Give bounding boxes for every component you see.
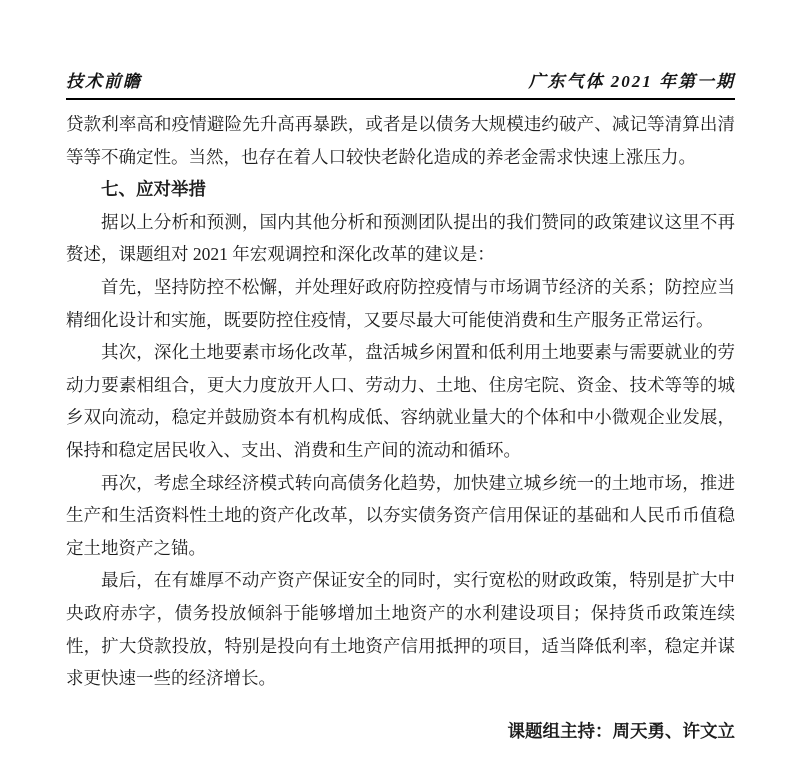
- paragraph-first: 首先，坚持防控不松懈，并处理好政府防控疫情与市场调节经济的关系；防控应当精细化设计和实施，既要防控住疫情，又要尽最大可能使消费和生产服务正常运行。: [66, 276, 735, 330]
- header-rule: [66, 98, 735, 100]
- running-header: [66, 68, 735, 92]
- paragraph-second: 其次，深化土地要素市场化改革，盘活城乡闲置和低利用土地要素与需要就业的劳动力要素相组合，更大力度放开人口、劳动力、土地、住房宅院、资金、技术等等的城乡双向流动，稳定并鼓励资本有机构成低、容纳就业量大的个体和中小微观企业发展，保持和稳定居民收入、支出、消费和生产间的流动和循环。: [66, 342, 735, 460]
- paragraph-last: 最后，在有雄厚不动产资产保证安全的同时，实行宽松的财政政策，特别是扩大中央政府赤字，债务投放倾斜于能够增加土地资产的水利建设项目；保持货币政策连续性，扩大贷款投放，特别是投向有土地资产信用抵押的项目，适当降低利率，稳定并谋求更快速一些的经济增长。: [66, 570, 735, 689]
- section-heading: 七、应对举措: [101, 179, 206, 200]
- header-journal-issue: 广东气体 2021 年第一期: [528, 72, 735, 91]
- byline: 课题组主持：周天勇、许文立: [507, 720, 735, 741]
- paragraph-intro-continuation: 贷款利率高和疫情避险先升高再暴跌，或者是以债务大规模违约破产、减记等清算出清等等不确定性。当然，也存在着人口较快老龄化造成的养老金需求快速上涨压力。: [66, 114, 735, 167]
- paragraph-third: 再次，考虑全球经济模式转向高债务化趋势，加快建立城乡统一的土地市场，推进生产和生活资料性土地的资产化改革，以夯实债务资产信用保证的基础和人民币币值稳定土地资产之锚。: [66, 472, 735, 558]
- header-section-title: 技术前瞻: [66, 72, 142, 91]
- paragraph-overview: 据以上分析和预测，国内其他分析和预测团队提出的我们赞同的政策建议这里不再赘述，课题组对 2021 年宏观调控和深化改革的建议是：: [66, 211, 735, 265]
- body-text: [66, 108, 735, 695]
- page-content: [66, 68, 735, 743]
